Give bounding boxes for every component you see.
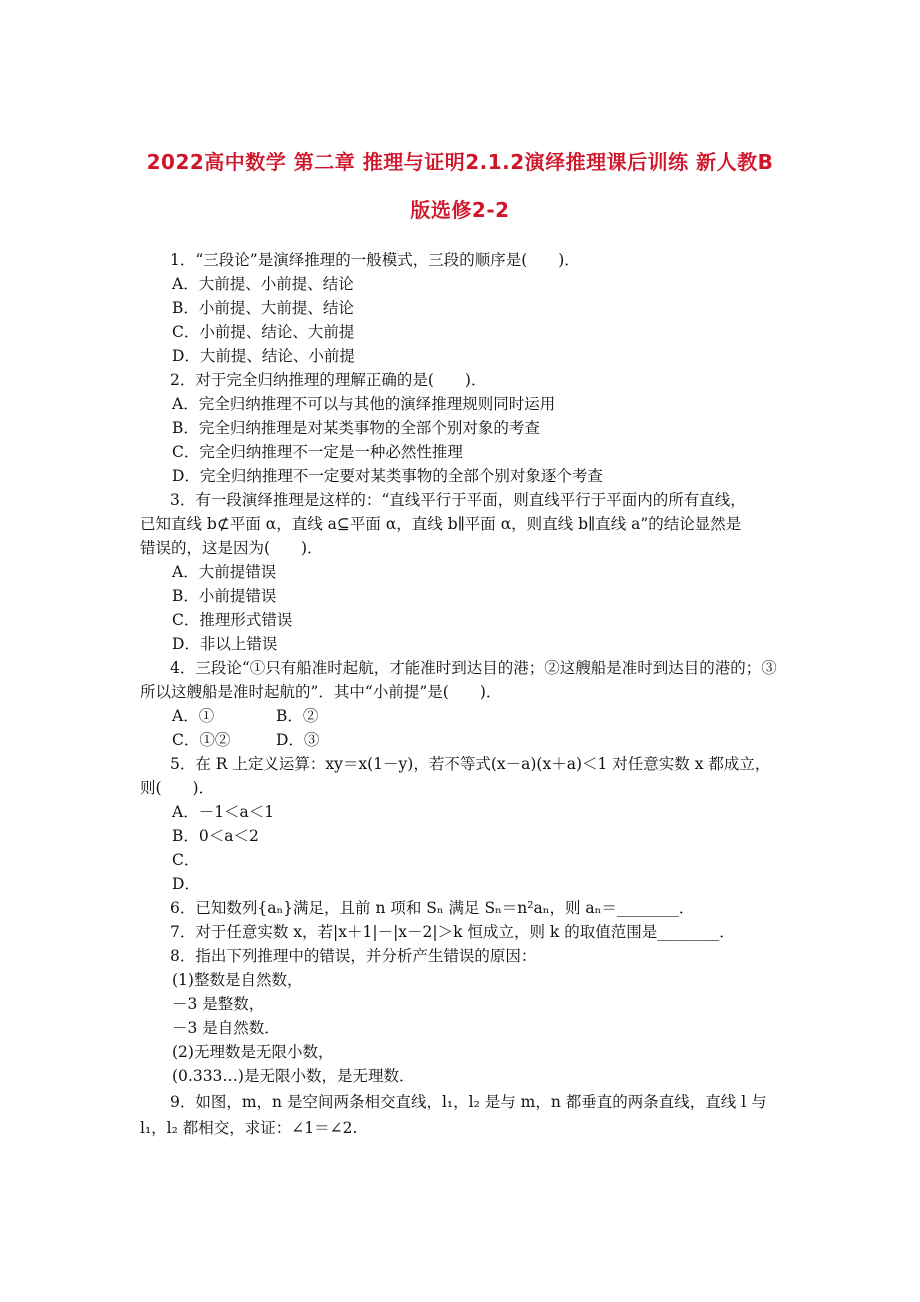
question-8-line-5: (0.333…)是无限小数，是无理数． [172, 1067, 415, 1085]
question-3-option-c: C．推理形式错误 [172, 611, 293, 629]
question-4-option-d: D．③ [276, 731, 320, 749]
document-title-line-2: 版选修2-2 [410, 198, 510, 222]
question-7: 7．对于任意实数 x，若|x＋1|－|x－2|＞k 恒成立，则 k 的取值范围是________． [170, 923, 735, 941]
question-3-line-1: 3．有一段演绎推理是这样的：“直线平行于平面，则直线平行于平面内的所有直线， [170, 491, 746, 509]
question-8-stem: 8．指出下列推理中的错误，并分析产生错误的原因： [170, 947, 537, 965]
question-2-option-b: B．完全归纳推理是对某类事物的全部个别对象的考查 [172, 419, 540, 437]
question-2-option-a: A．完全归纳推理不可以与其他的演绎推理规则同时运用 [172, 395, 556, 413]
question-5-option-c: C． [172, 851, 200, 869]
question-3-option-d: D．非以上错误 [172, 635, 278, 653]
question-2-option-d: D．完全归纳推理不一定要对某类事物的全部个别对象逐个考查 [172, 467, 603, 485]
question-1-option-d: D．大前提、结论、小前提 [172, 347, 355, 365]
question-3-line-2: 已知直线 b⊄平面 α，直线 a⊆平面 α，直线 b∥平面 α，则直线 b∥直线 a”的结论显然是 [140, 515, 742, 533]
question-2-option-c: C．完全归纳推理不一定是一种必然性推理 [172, 443, 463, 461]
question-3-option-a: A．大前提错误 [172, 563, 277, 581]
question-2-stem: 2．对于完全归纳推理的理解正确的是( )． [170, 371, 487, 389]
question-5-line-2: 则( )． [140, 779, 215, 797]
question-4-option-c: C．①② [172, 731, 231, 749]
question-8-line-3: －3 是自然数． [172, 1019, 280, 1037]
question-4-options-row-2 [172, 730, 812, 750]
document-title-line-1: 2022高中数学 第二章 推理与证明2.1.2演绎推理课后训练 新人教B [146, 150, 774, 174]
question-1-option-b: B．小前提、大前提、结论 [172, 299, 354, 317]
question-5-option-d: D． [172, 875, 200, 893]
question-8-line-4: (2)无理数是无限小数， [172, 1043, 334, 1061]
question-9-line-1: 9．如图，m，n 是空间两条相交直线，l₁，l₂ 是与 m，n 都垂直的两条直线，直线 l 与 [170, 1093, 767, 1111]
question-8-line-2: －3 是整数， [172, 995, 265, 1013]
question-4-line-2: 所以这艘船是准时起航的”．其中“小前提”是( )． [140, 683, 502, 701]
question-4-options-row-1 [172, 706, 812, 726]
question-5-option-a: A．－1＜a＜1 [172, 803, 275, 821]
question-4-option-a: A．① [172, 707, 215, 725]
question-1-option-a: A．大前提、小前提、结论 [172, 275, 354, 293]
question-6: 6．已知数列{aₙ}满足，且前 n 项和 Sₙ 满足 Sₙ＝n²aₙ，则 aₙ＝________． [170, 899, 695, 917]
question-5-line-1: 5．在 R 上定义运算：xy＝x(1－y)，若不等式(x－a)(x＋a)＜1 对任意实数 x 都成立， [170, 755, 771, 773]
question-1-stem: 1．“三段论”是演绎推理的一般模式，三段的顺序是( )． [170, 251, 580, 269]
question-4-option-b: B．② [276, 707, 319, 725]
question-1-option-c: C．小前提、结论、大前提 [172, 323, 355, 341]
question-3-line-3: 错误的，这是因为( )． [140, 539, 323, 557]
question-8-line-1: (1)整数是自然数， [172, 971, 303, 989]
question-3-option-b: B．小前提错误 [172, 587, 277, 605]
question-9-line-2: l₁，l₂ 都相交，求证：∠1＝∠2. [140, 1119, 358, 1137]
question-4-line-1: 4．三段论“①只有船准时起航，才能准时到达目的港；②这艘船是准时到达目的港的；③ [170, 659, 777, 677]
question-5-option-b: B．0＜a＜2 [172, 827, 259, 845]
